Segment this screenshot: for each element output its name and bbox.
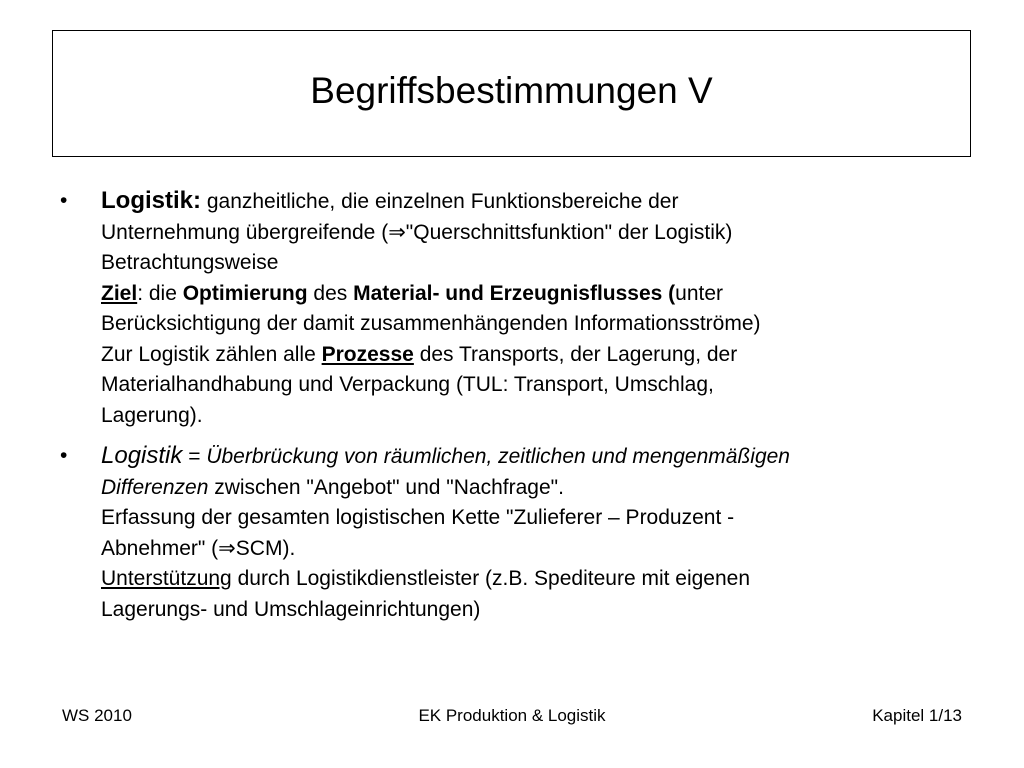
equals-sign: =: [182, 445, 207, 468]
term-logistik-italic: Logistik: [101, 442, 183, 469]
slide-title: Begriffsbestimmungen V: [310, 69, 713, 111]
bullet-logistik-definition: [60, 186, 960, 431]
support-text: Lagerungs- und Umschlageinrichtungen): [101, 597, 481, 621]
supply-chain-text: SCM).: [235, 536, 296, 560]
unterstuetzung-term: Unterstützung: [101, 567, 232, 590]
optimierung-term: Optimierung: [182, 281, 308, 305]
ziel-text: Berücksichtigung der damit zusammenhängenden Informationsströme): [101, 312, 761, 335]
supply-chain-text: Abnehmer" (: [101, 536, 219, 560]
prozesse-text: des Transports, der Lagerung, der: [413, 342, 738, 366]
prozesse-text: Lagerung).: [101, 403, 203, 427]
bullet-marker: •: [60, 444, 68, 467]
differenzen-term: Differenzen: [101, 475, 209, 499]
support-text: durch Logistikdienstleister (z.B. Spediteure mit eigenen: [231, 567, 751, 590]
footer-semester: WS 2010: [62, 706, 132, 725]
slide-content: [60, 186, 960, 625]
supply-chain-text: Erfassung der gesamten logistischen Kette "Zulieferer – Produzent -: [101, 506, 735, 529]
prozesse-text: Materialhandhabung und Verpackung (TUL: Transport, Umschlag,: [101, 373, 714, 396]
bullet-logistik-bridging: [60, 441, 960, 625]
definition-text: ganzheitliche, die einzelnen Funktionsbereiche der: [201, 190, 679, 213]
definition-text: Betrachtungsweise: [101, 251, 279, 274]
ziel-text: unter: [675, 281, 724, 305]
term-logistik: Logistik:: [101, 187, 201, 214]
prozesse-term: Prozesse: [321, 342, 414, 366]
definition-text: zwischen "Angebot" und "Nachfrage".: [208, 475, 564, 499]
ziel-text: des: [307, 281, 354, 305]
implies-arrow-icon: ⇒: [218, 536, 236, 560]
footer-chapter: Kapitel 1/13: [872, 706, 962, 725]
definition-text: Unternehmung übergreifende (: [101, 220, 389, 244]
ziel-text: : die: [137, 281, 183, 305]
ziel-label: Ziel: [101, 281, 138, 305]
implies-arrow-icon: ⇒: [388, 220, 406, 244]
definition-text: "Querschnittsfunktion" der Logistik): [405, 220, 733, 244]
title-box: [52, 30, 971, 157]
bullet-marker: •: [60, 189, 68, 212]
bridging-definition: Überbrückung von räumlichen, zeitlichen und mengenmäßigen: [206, 445, 790, 468]
material-flow-term: Material- und Erzeugnisflusses (: [353, 281, 676, 305]
prozesse-text: Zur Logistik zählen alle: [101, 342, 322, 366]
footer-course: EK Produktion & Logistik: [418, 706, 606, 725]
